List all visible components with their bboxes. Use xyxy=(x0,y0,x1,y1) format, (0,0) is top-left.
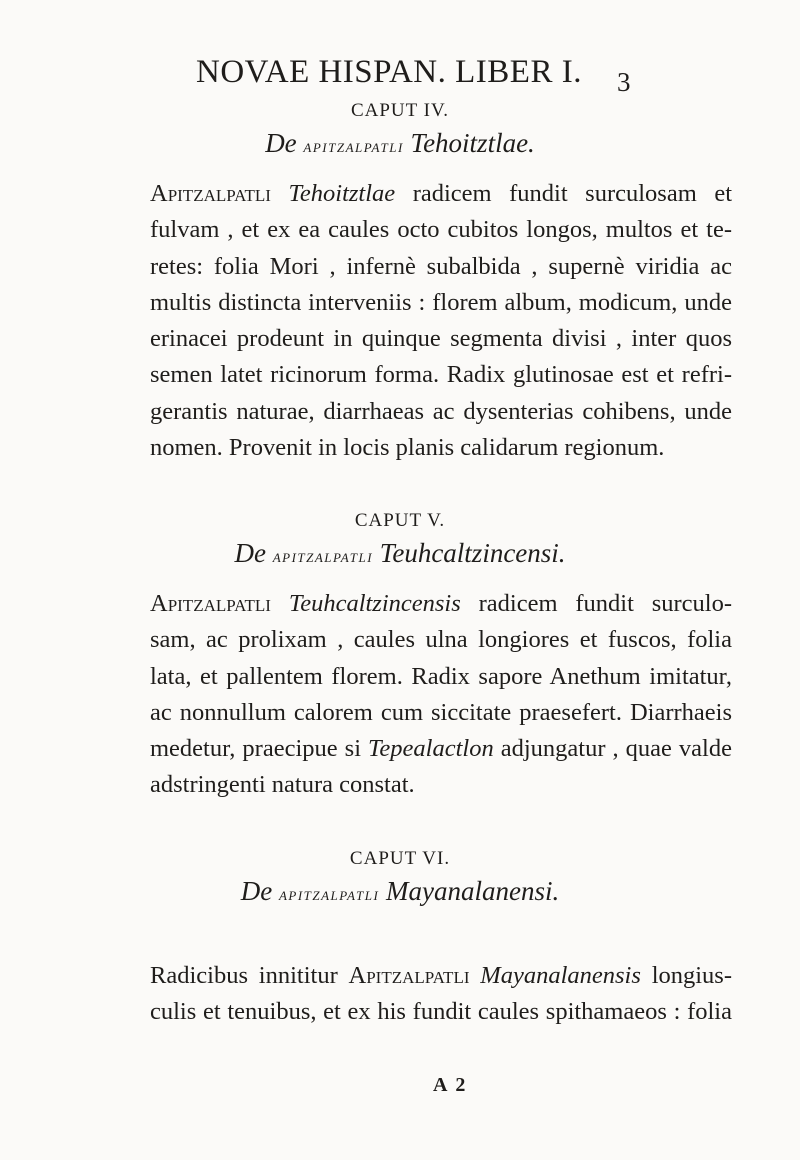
paragraph-iv xyxy=(150,176,732,466)
paragraph-line: sam, ac prolixam , caules ulna longiores et fuscos, folia xyxy=(150,626,732,654)
chapter-subtitle-vi xyxy=(0,876,800,907)
lead-species: Teuhcaltzincensis xyxy=(288,590,461,617)
paragraph-line xyxy=(150,731,732,767)
line-text: radicem fundit surculo- xyxy=(460,590,733,617)
paragraph-line: lata, et pallentem florem. Radix sapore Anethum imitatur, xyxy=(150,662,732,690)
paragraph-vi xyxy=(150,958,732,1031)
subtitle-species: Mayanalanensi. xyxy=(386,876,560,906)
subtitle-prefix: De xyxy=(265,128,297,158)
page-number: 3 xyxy=(617,67,631,97)
signature-mark: A 2 xyxy=(433,1074,468,1096)
lead-name: Apitzalpatli xyxy=(348,962,470,989)
paragraph-line xyxy=(150,176,732,212)
line-text: adjungatur , quae valde xyxy=(493,735,732,763)
chapter-subtitle-iv xyxy=(0,128,800,159)
subtitle-plant-name: apitzalpatli xyxy=(303,136,404,156)
paragraph-line: culis et tenuibus, et ex his fundit caules spithamaeos : folia xyxy=(150,998,732,1026)
paragraph-line: adstringenti natura constat. xyxy=(150,771,415,799)
paragraph-v xyxy=(150,586,732,804)
subtitle-plant-name: apitzalpatli xyxy=(278,884,380,904)
line-text: longius- xyxy=(640,962,732,989)
paragraph-line xyxy=(150,586,732,622)
lead-species: Tehoitztlae xyxy=(288,180,396,207)
plant-name-italic: Tepealactlon xyxy=(368,735,494,763)
paragraph-line xyxy=(150,958,732,994)
lead-name: Apitzalpatli xyxy=(150,590,271,617)
subtitle-species: Teuhcaltzincensi. xyxy=(379,538,566,568)
chapter-heading-iv: CAPUT IV. xyxy=(350,100,450,121)
paragraph-line: gerantis naturae, diarrhaeas ac dysenterias cohibens, unde xyxy=(150,397,732,425)
paragraph-line: nomen. Provenit in locis planis calidarum regionum. xyxy=(150,434,665,462)
paragraph-line: semen latet ricinorum forma. Radix glutinosae est et refri- xyxy=(150,361,732,389)
line-text: medetur, praecipue si xyxy=(150,735,369,763)
paragraph-line: ac nonnullum calorem cum siccitate praesefert. Diarrhaeis xyxy=(150,698,732,726)
line-text: radicem fundit surculosam et xyxy=(395,180,732,207)
line-text: Radicibus innititur xyxy=(150,962,349,989)
subtitle-prefix: De xyxy=(234,538,266,568)
lead-name: Apitzalpatli xyxy=(150,180,271,207)
paragraph-line: erinacei prodeunt in quinque segmenta divisi , inter quos xyxy=(150,325,732,353)
lead-species: Mayanalanensis xyxy=(480,962,641,989)
paragraph-line: fulvam , et ex ea caules octo cubitos longos, multos et te- xyxy=(150,216,732,244)
paragraph-line: multis distincta interveniis : florem album, modicum, unde xyxy=(150,288,732,316)
chapter-heading-v: CAPUT V. xyxy=(354,510,446,531)
running-title: NOVAE HISPAN. LIBER I. xyxy=(196,54,582,90)
subtitle-prefix: De xyxy=(240,876,273,906)
paragraph-line: retes: folia Mori , infernè subalbida , supernè viridia ac xyxy=(150,252,732,280)
subtitle-species: Tehoitztlae. xyxy=(410,128,535,158)
subtitle-plant-name: apitzalpatli xyxy=(272,546,374,566)
chapter-subtitle-v xyxy=(0,538,800,569)
chapter-heading-vi: CAPUT VI. xyxy=(349,848,451,869)
